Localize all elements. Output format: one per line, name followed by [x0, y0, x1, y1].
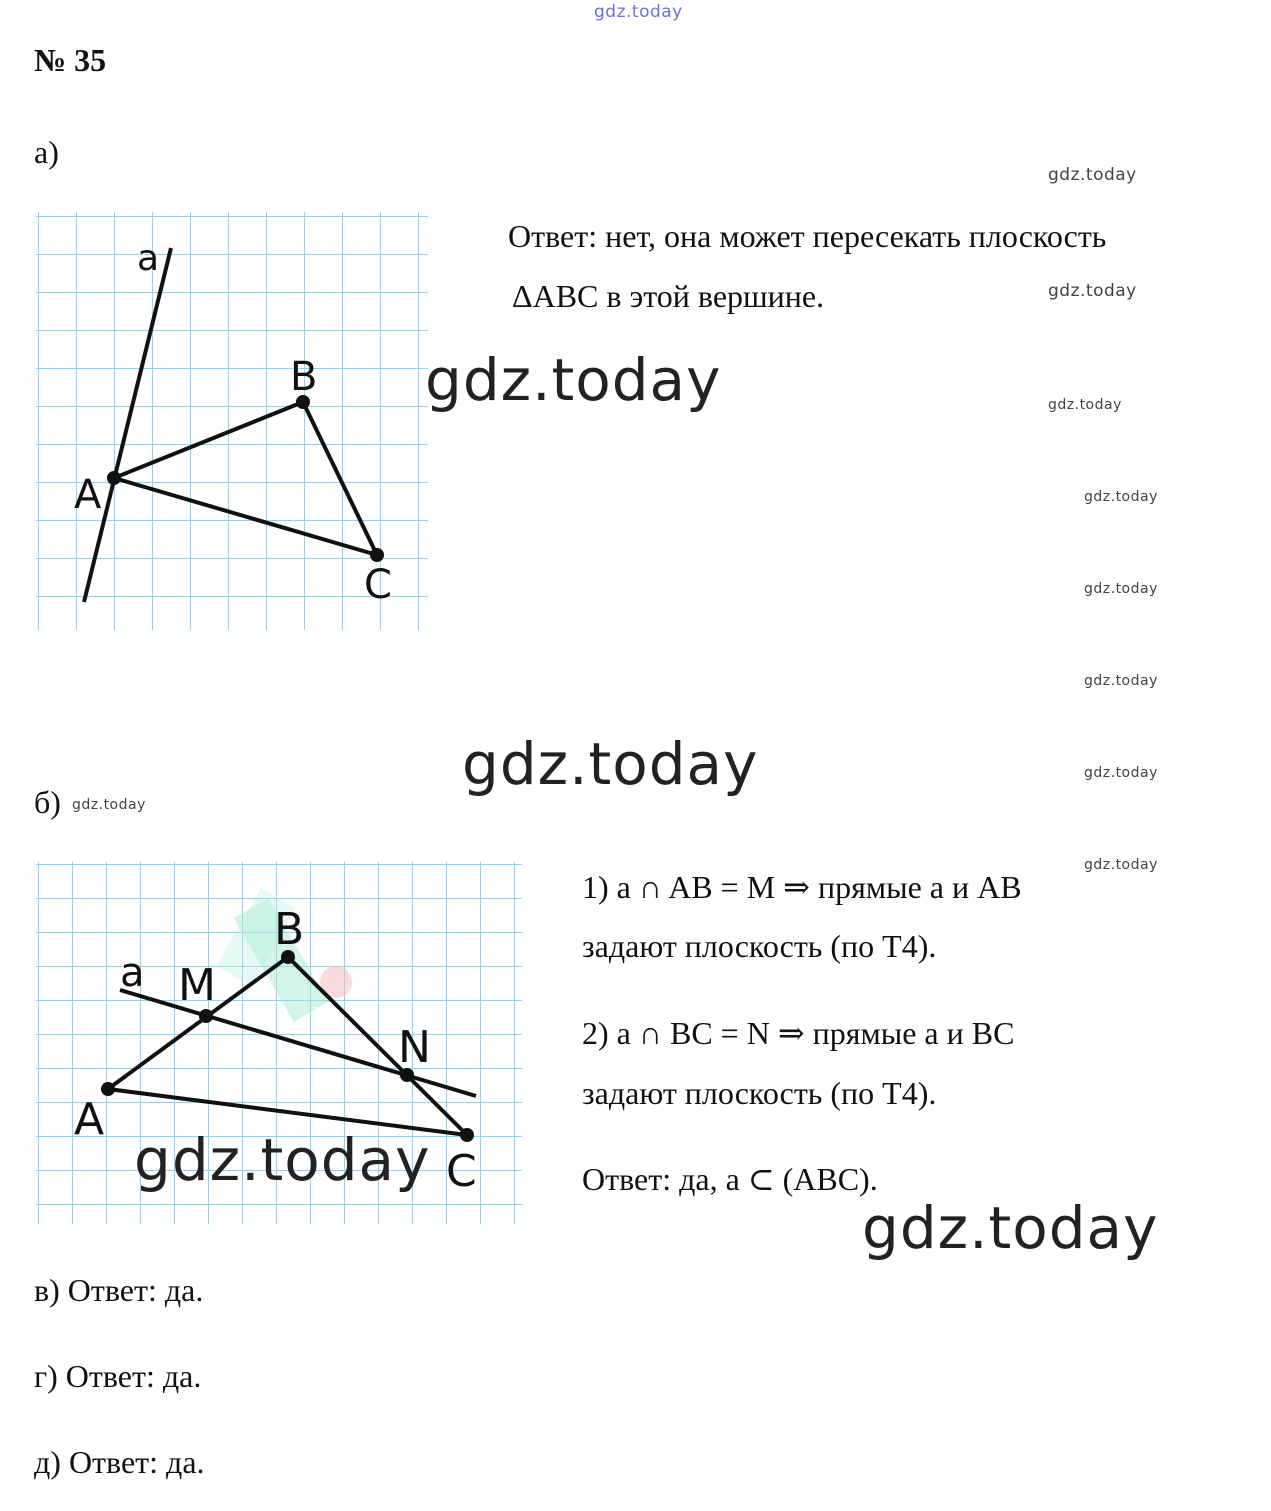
label-c: C [364, 562, 392, 608]
part-g-answer: г) Ответ: да. [34, 1358, 202, 1394]
label-a: A [74, 1094, 105, 1145]
part-b-step2-line1: 2) a ∩ BC = N ⇒ прямые a и BC [582, 1015, 1015, 1051]
watermark-large: gdz.today [425, 346, 722, 414]
point-c [370, 548, 384, 562]
point-m [199, 1009, 213, 1023]
label-m: M [178, 960, 216, 1011]
point-c [460, 1128, 474, 1142]
watermark-large: gdz.today [862, 1194, 1159, 1262]
part-a-answer-line1: Ответ: нет, она может пересекать плоскость [508, 218, 1107, 254]
watermark-small: gdz.today [1084, 489, 1158, 505]
watermark-small: gdz.today [1084, 857, 1158, 873]
watermark-small: gdz.today [1048, 281, 1137, 301]
part-a-answer-line2: ΔABC в этой вершине. [512, 278, 825, 314]
label-line-a: a [137, 238, 160, 279]
label-c: C [446, 1146, 477, 1197]
watermark-large: gdz.today [462, 730, 759, 798]
watermark-small: gdz.today [1084, 765, 1158, 781]
label-a: A [74, 472, 102, 518]
part-v-answer: в) Ответ: да. [34, 1272, 204, 1308]
watermark-small: gdz.today [1084, 673, 1158, 689]
part-b-step2-line2: задают плоскость (по Т4). [582, 1075, 937, 1111]
part-a-label: а) [34, 134, 59, 170]
problem-number: № 35 [34, 42, 107, 78]
part-b-step1-line1: 1) a ∩ AB = M ⇒ прямые a и AB [582, 869, 1022, 905]
watermark-large: gdz.today [134, 1126, 431, 1194]
watermark-small: gdz.today [72, 797, 146, 813]
watermark-top: gdz.today [594, 2, 683, 22]
watermark-small: gdz.today [1048, 397, 1122, 413]
part-b-answer: Ответ: да, a ⊂ (ABC). [582, 1161, 878, 1197]
label-line-a: a [120, 950, 145, 996]
label-b: B [274, 904, 305, 955]
part-b-step1-line2: задают плоскость (по Т4). [582, 928, 937, 964]
part-d-answer: д) Ответ: да. [34, 1444, 205, 1480]
part-b-label: б) [34, 784, 61, 820]
watermark-small: gdz.today [1084, 581, 1158, 597]
watermark-small: gdz.today [1048, 165, 1137, 185]
label-b: B [290, 354, 318, 400]
label-n: N [398, 1022, 431, 1073]
figure-a [36, 212, 428, 630]
point-a [107, 471, 121, 485]
